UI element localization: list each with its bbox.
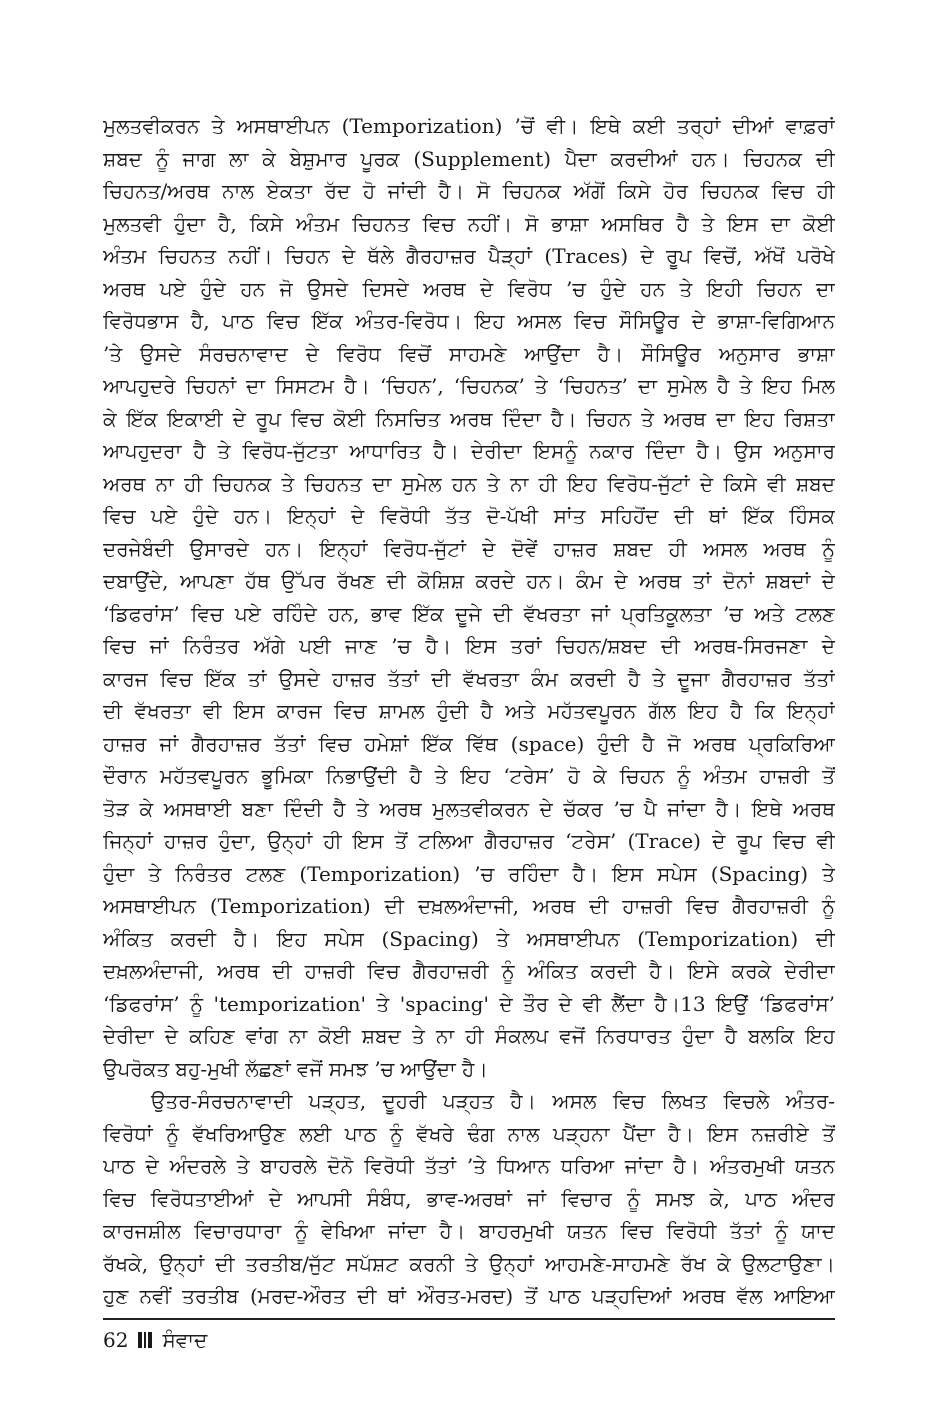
text-line: ਵਿਰੋਧਭਾਸ ਹੈ, ਪਾਠ ਵਿਚ ਇੱਕ ਅੰਤਰ-ਵਿਰੋਧ। ਇਹ ਅਸਲ ਵਿਚ ਸੌਸਿਊਰ ਦੇ ਭਾਸ਼ਾ-ਵਿਗਿਆਨ [103,309,835,333]
text-line: ਅਰਥ ਨਾ ਹੀ ਚਿਹਨਕ ਤੇ ਚਿਹਨਤ ਦਾ ਸੁਮੇਲ ਹਨ ਤੇ ਨਾ ਹੀ ਇਹ ਵਿਰੋਧ-ਜੁੱਟਾਂ ਦੇ ਕਿਸੇ ਵੀ ਸ਼ਬਦ [103,471,835,496]
text-line: ‘ਡਿਫਰਾਂਸ’ ਵਿਚ ਪਏ ਰਹਿੰਦੇ ਹਨ, ਭਾਵ ਇੱਕ ਦੂਜੇ ਦੀ ਵੱਖਰਤਾ ਜਾਂ ਪ੍ਰਤਿਕੂਲਤਾ ’ਚ ਅਤੇ ਟਲਣ [103,601,835,626]
text-line: ਅੰਕਿਤ ਕਰਦੀ ਹੈ। ਇਹ ਸਪੇਸ (Spacing) ਤੇ ਅਸਥਾਈਪਨ (Temporization) ਦੀ [103,926,835,951]
text-line: ਕਾਰਜਸ਼ੀਲ ਵਿਚਾਰਧਾਰਾ ਨੂੰ ਵੇਖਿਆ ਜਾਂਦਾ ਹੈ। ਬਾਹਰਮੁਖੀ ਯਤਨ ਵਿਚ ਵਿਰੋਧੀ ਤੱਤਾਂ ਨੂੰ ਯਾਦ [103,1219,835,1243]
text-line: ਹਾਜ਼ਰ ਜਾਂ ਗੈਰਹਾਜ਼ਰ ਤੱਤਾਂ ਵਿਚ ਹਮੇਸ਼ਾਂ ਇੱਕ ਵਿੱਥ (space) ਹੁੰਦੀ ਹੈ ਜੋ ਅਰਥ ਪ੍ਰਕਿਰਿਆ [103,731,835,756]
text-line: ਮੁਲਤਵੀਕਰਨ ਤੇ ਅਸਥਾਈਪਨ (Temporization) ’ਚੋਂ ਵੀ। ਇਥੇ ਕਈ ਤਰ੍ਹਾਂ ਦੀਆਂ ਵਾਫ਼ਰਾਂ [103,114,835,138]
text-line: ਦਰਜੇਬੰਦੀ ਉਸਾਰਦੇ ਹਨ। ਇਨ੍ਹਾਂ ਵਿਰੋਧ-ਜੁੱਟਾਂ ਦੇ ਦੋਵੇਂ ਹਾਜ਼ਰ ਸ਼ਬਦ ਹੀ ਅਸਲ ਅਰਥ ਨੂੰ [103,536,835,561]
text-line: ਵਿਰੋਧਾਂ ਨੂੰ ਵੱਖਰਿਆਉਣ ਲਈ ਪਾਠ ਨੂੰ ਵੱਖਰੇ ਢੰਗ ਨਾਲ ਪੜ੍ਹਨਾ ਪੈਂਦਾ ਹੈ। ਇਸ ਨਜ਼ਰੀਏ ਤੋਂ [103,1121,835,1146]
text-line: ਜਿਨ੍ਹਾਂ ਹਾਜ਼ਰ ਹੁੰਦਾ, ਉਨ੍ਹਾਂ ਹੀ ਇਸ ਤੋਂ ਟਲਿਆ ਗੈਰਹਾਜ਼ਰ ‘ਟਰੇਸ’ (Trace) ਦੇ ਰੂਪ ਵਿਚ ਵੀ [103,829,835,853]
text-line: ਮੁਲਤਵੀ ਹੁੰਦਾ ਹੈ, ਕਿਸੇ ਅੰਤਮ ਚਿਹਨਤ ਵਿਚ ਨਹੀਂ। ਸੋ ਭਾਸ਼ਾ ਅਸਥਿਰ ਹੈ ਤੇ ਇਸ ਦਾ ਕੋਈ [103,211,835,236]
paragraph-2 [103,1085,835,1313]
text-line: ਦਬਾਉਂਦੇ, ਆਪਣਾ ਹੱਥ ਉੱਪਰ ਰੱਖਣ ਦੀ ਕੋਸ਼ਿਸ਼ ਕਰਦੇ ਹਨ। ਕੰਮ ਦੇ ਅਰਥ ਤਾਂ ਦੋਨਾਂ ਸ਼ਬਦਾਂ ਦੇ [103,569,835,593]
text-line: ਵਿਚ ਜਾਂ ਨਿਰੰਤਰ ਅੱਗੇ ਪਈ ਜਾਣ ’ਚ ਹੈ। ਇਸ ਤਰਾਂ ਚਿਹਨ/ਸ਼ਬਦ ਦੀ ਅਰਥ-ਸਿਰਜਣਾ ਦੇ [103,634,835,658]
text-line: ’ਤੇ ਉਸਦੇ ਸੰਰਚਨਾਵਾਦ ਦੇ ਵਿਰੋਧ ਵਿਚੋਂ ਸਾਹਮਣੇ ਆਉਂਦਾ ਹੈ। ਸੌਸਿਊਰ ਅਨੁਸਾਰ ਭਾਸ਼ਾ [103,341,835,366]
bars-icon [138,1331,152,1349]
paragraph-1 [103,110,835,1085]
text-line: ਅਰਥ ਪਏ ਹੁੰਦੇ ਹਨ ਜੋ ਉਸਦੇ ਦਿਸਦੇ ਅਰਥ ਦੇ ਵਿਰੋਧ ’ਚ ਹੁੰਦੇ ਹਨ ਤੇ ਇਹੀ ਚਿਹਨ ਦਾ [103,276,835,301]
text-line: ਹੁਣ ਨਵੀਂ ਤਰਤੀਬ (ਮਰਦ-ਔਰਤ ਦੀ ਥਾਂ ਔਰਤ-ਮਰਦ) ਤੋਂ ਪਾਠ ਪੜ੍ਹਦਿਆਂ ਅਰਥ ਵੱਲ ਆਇਆ [103,1284,835,1308]
text-line: ਉਪਰੋਕਤ ਬਹੁ-ਮੁਖੀ ਲੱਛਣਾਂ ਵਜੋਂ ਸਮਝ ’ਚ ਆਉਂਦਾ ਹੈ। [103,1056,488,1081]
text-line: ਉਤਰ-ਸੰਰਚਨਾਵਾਦੀ ਪੜ੍ਹਤ, ਦੂਹਰੀ ਪੜ੍ਹਤ ਹੈ। ਅਸਲ ਵਿਚ ਲਿਖਤ ਵਿਚਲੇ ਅੰਤਰ- [151,1089,835,1113]
text-line: ਆਪਹੁਦਰਾ ਹੈ ਤੇ ਵਿਰੋਧ-ਜੁੱਟਤਾ ਆਧਾਰਿਤ ਹੈ। ਦੇਰੀਦਾ ਇਸਨੂੰ ਨਕਾਰ ਦਿੰਦਾ ਹੈ। ਉਸ ਅਨੁਸਾਰ [103,439,835,463]
footer-rule [103,1318,835,1320]
text-line: ਵਿਚ ਪਏ ਹੁੰਦੇ ਹਨ। ਇਨ੍ਹਾਂ ਦੇ ਵਿਰੋਧੀ ਤੱਤ ਦੋ-ਪੱਖੀ ਸਾਂਤ ਸਹਿਹੋਂਦ ਦੀ ਥਾਂ ਇੱਕ ਹਿੰਸਕ [103,504,835,528]
text-line: ਦੇਰੀਦਾ ਦੇ ਕਹਿਣ ਵਾਂਗ ਨਾ ਕੋਈ ਸ਼ਬਦ ਤੇ ਨਾ ਹੀ ਸੰਕਲਪ ਵਜੋਂ ਨਿਰਧਾਰਤ ਹੁੰਦਾ ਹੈ ਬਲਕਿ ਇਹ [103,1024,835,1048]
page-body [103,110,835,1313]
text-line: ਕੇ ਇੱਕ ਇਕਾਈ ਦੇ ਰੂਪ ਵਿਚ ਕੋਈ ਨਿਸਚਿਤ ਅਰਥ ਦਿੰਦਾ ਹੈ। ਚਿਹਨ ਤੇ ਅਰਥ ਦਾ ਇਹ ਰਿਸ਼ਤਾ [103,406,835,431]
text-line: ਹੁੰਦਾ ਤੇ ਨਿਰੰਤਰ ਟਲਣ (Temporization) ’ਚ ਰਹਿੰਦਾ ਹੈ। ਇਸ ਸਪੇਸ (Spacing) ਤੇ [103,861,835,886]
page-number: 62 [103,1328,129,1352]
text-line: ਅਸਥਾਈਪਨ (Temporization) ਦੀ ਦਖ਼ਲਅੰਦਾਜੀ, ਅਰਥ ਦੀ ਹਾਜ਼ਰੀ ਵਿਚ ਗੈਰਹਾਜ਼ਰੀ ਨੂੰ [103,894,835,918]
text-line: ਦੀ ਵੱਖਰਤਾ ਵੀ ਇਸ ਕਾਰਜ ਵਿਚ ਸ਼ਾਮਲ ਹੁੰਦੀ ਹੈ ਅਤੇ ਮਹੱਤਵਪੂਰਨ ਗੱਲ ਇਹ ਹੈ ਕਿ ਇਨ੍ਹਾਂ [103,699,835,723]
text-line: ਸ਼ਬਦ ਨੂੰ ਜਾਗ ਲਾ ਕੇ ਬੇਸ਼ੁਮਾਰ ਪੂਰਕ (Supplement) ਪੈਦਾ ਕਰਦੀਆਂ ਹਨ। ਚਿਹਨਕ ਦੀ [103,146,835,171]
page-footer [103,1328,207,1352]
text-line: ਰੱਖਕੇ, ਉਨ੍ਹਾਂ ਦੀ ਤਰਤੀਬ/ਜੁੱਟ ਸਪੱਸ਼ਟ ਕਰਨੀ ਤੇ ਉਨ੍ਹਾਂ ਆਹਮਣੇ-ਸਾਹਮਣੇ ਰੱਖ ਕੇ ਉਲਟਾਉਣਾ। [103,1251,835,1276]
text-line: ਦਖ਼ਲਅੰਦਾਜੀ, ਅਰਥ ਦੀ ਹਾਜ਼ਰੀ ਵਿਚ ਗੈਰਹਾਜ਼ਰੀ ਨੂੰ ਅੰਕਿਤ ਕਰਦੀ ਹੈ। ਇਸੇ ਕਰਕੇ ਦੇਰੀਦਾ [103,959,835,983]
text-line: ਕਾਰਜ ਵਿਚ ਇੱਕ ਤਾਂ ਉਸਦੇ ਹਾਜ਼ਰ ਤੱਤਾਂ ਦੀ ਵੱਖਰਤਾ ਕੰਮ ਕਰਦੀ ਹੈ ਤੇ ਦੂਜਾ ਗੈਰਹਾਜ਼ਰ ਤੱਤਾਂ [103,666,835,691]
text-line: ਅੰਤਮ ਚਿਹਨਤ ਨਹੀਂ। ਚਿਹਨ ਦੇ ਥੱਲੇ ਗੈਰਹਾਜ਼ਰ ਪੈੜ੍ਹਾਂ (Traces) ਦੇ ਰੂਪ ਵਿਚੋਂ, ਅੱਖੋਂ ਪਰੋਖੇ [103,244,835,268]
text-line: ਦੌਰਾਨ ਮਹੱਤਵਪੂਰਨ ਭੂਮਿਕਾ ਨਿਭਾਉਂਦੀ ਹੈ ਤੇ ਇਹ ‘ਟਰੇਸ’ ਹੋ ਕੇ ਚਿਹਨ ਨੂੰ ਅੰਤਮ ਹਾਜ਼ਰੀ ਤੋਂ [103,764,835,788]
text-line: ਆਪਹੁਦਰੇ ਚਿਹਨਾਂ ਦਾ ਸਿਸਟਮ ਹੈ। ‘ਚਿਹਨ’, ‘ਚਿਹਨਕ’ ਤੇ ‘ਚਿਹਨਤ’ ਦਾ ਸੁਮੇਲ ਹੈ ਤੇ ਇਹ ਮਿਲ [103,374,835,398]
text-line: ਤੋੜ ਕੇ ਅਸਥਾਈ ਬਣਾ ਦਿੰਦੀ ਹੈ ਤੇ ਅਰਥ ਮੁਲਤਵੀਕਰਨ ਦੇ ਚੱਕਰ ’ਚ ਪੈ ਜਾਂਦਾ ਹੈ। ਇਥੇ ਅਰਥ [103,796,835,821]
text-line: ‘ਡਿਫਰਾਂਸ’ ਨੂੰ 'temporization' ਤੇ 'spacing' ਦੇ ਤੌਰ ਦੇ ਵੀ ਲੈਂਦਾ ਹੈ।13 ਇਉਂ ‘ਡਿਫਰਾਂਸ’ [103,991,835,1016]
text-line: ਚਿਹਨਤ/ਅਰਥ ਨਾਲ ਏਕਤਾ ਰੱਦ ਹੋ ਜਾਂਦੀ ਹੈ। ਸੋ ਚਿਹਨਕ ਅੱਗੋਂ ਕਿਸੇ ਹੋਰ ਚਿਹਨਕ ਵਿਚ ਹੀ [103,179,835,203]
text-line: ਵਿਚ ਵਿਰੋਧਤਾਈਆਂ ਦੇ ਆਪਸੀ ਸੰਬੰਧ, ਭਾਵ-ਅਰਥਾਂ ਜਾਂ ਵਿਚਾਰ ਨੂੰ ਸਮਝ ਕੇ, ਪਾਠ ਅੰਦਰ [103,1186,835,1211]
journal-name: ਸੰਵਾਦ [162,1328,208,1352]
text-line: ਪਾਠ ਦੇ ਅੰਦਰਲੇ ਤੇ ਬਾਹਰਲੇ ਦੋਨੋ ਵਿਰੋਧੀ ਤੱਤਾਂ ’ਤੇ ਧਿਆਨ ਧਰਿਆ ਜਾਂਦਾ ਹੈ। ਅੰਤਰਮੁਖੀ ਯਤਨ [103,1154,835,1178]
